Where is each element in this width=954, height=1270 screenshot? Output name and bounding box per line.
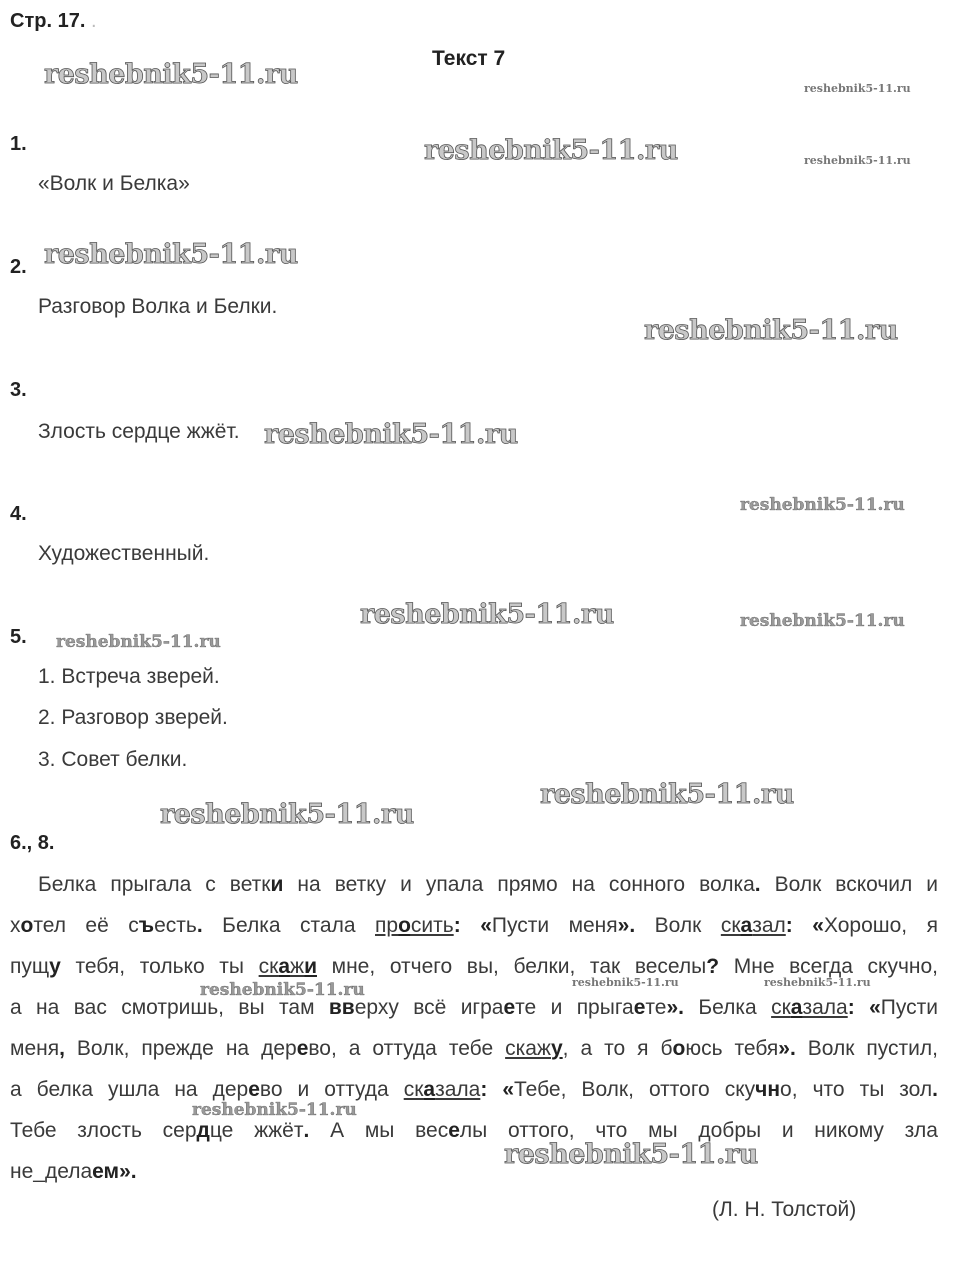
story-fragment: ». (617, 914, 636, 937)
story-fragment: зал (752, 914, 786, 937)
plan-item-3: 3. Совет белки. (38, 748, 188, 771)
story-line (10, 905, 938, 946)
story-fragment: тел её с (33, 914, 139, 937)
story-fragment: е (633, 996, 646, 1019)
story-fragment: лы оттого, что мы добры и никому зла (459, 1119, 938, 1142)
story-fragment: мне, отчего вы, белки, так веселы (316, 955, 707, 978)
story-fragment (793, 914, 813, 937)
question-number-5: 5. (10, 626, 27, 648)
watermark: reshebnik5-11.ru (540, 779, 794, 810)
story-fragment: ъ (138, 914, 155, 937)
watermark: reshebnik5-11.ru (192, 1100, 357, 1120)
story-fragment: Волк вскочил и (760, 873, 939, 896)
answer-4: Художественный. (38, 542, 210, 565)
story-fragment: ». (119, 1160, 137, 1183)
story-fragment: меня (10, 1037, 60, 1060)
story-fragment: це жжёт (209, 1119, 304, 1142)
story-fragment: а (740, 914, 753, 937)
story-fragment: . (754, 873, 761, 896)
story-fragment: « (480, 914, 492, 937)
story-fragment: ск (258, 955, 279, 978)
plan-item-1: 1. Встреча зверей. (38, 665, 220, 688)
watermark: reshebnik5-11.ru (44, 239, 298, 270)
watermark: reshebnik5-11.ru (804, 82, 911, 95)
story-fragment: ерху всё игра (354, 996, 504, 1019)
story-fragment: во и оттуда (259, 1078, 404, 1101)
watermark: reshebnik5-11.ru (56, 632, 221, 652)
story-fragment: . (932, 1078, 938, 1101)
story-fragment: а (423, 1078, 436, 1101)
story-fragment: и (270, 873, 284, 896)
story-fragment: а на вас смотришь, вы там (10, 996, 329, 1019)
story-fragment: юсь тебя (685, 1037, 779, 1060)
story-fragment: те (645, 996, 667, 1019)
page-reference-label: Стр. 17. (10, 10, 86, 32)
story-fragment: Волк пустил, (795, 1037, 938, 1060)
story-fragment: . (196, 914, 203, 937)
story-fragment: те и прыга (515, 996, 634, 1019)
story-fragment: , (59, 1037, 65, 1060)
story-fragment: Белка прыгала с ветк (38, 873, 271, 896)
story-fragment: « (869, 996, 881, 1019)
story-fragment: Мне всегда скучно, (719, 955, 939, 978)
story-fragment: Белка (683, 996, 772, 1019)
story-line (10, 864, 938, 905)
story-fragment: у (49, 955, 61, 978)
story-line (10, 1069, 938, 1110)
story-fragment: Хорошо, я (823, 914, 938, 937)
watermark: reshebnik5-11.ru (424, 135, 678, 166)
watermark: reshebnik5-11.ru (200, 980, 365, 1000)
story-line (10, 1110, 938, 1151)
watermark: reshebnik5-11.ru (740, 495, 905, 515)
story-fragment: сить (410, 914, 454, 937)
story-fragment: ж (290, 955, 305, 978)
story-fragment: : (785, 914, 793, 937)
plan-item-2: 2. Разговор зверей. (38, 706, 228, 729)
watermark: reshebnik5-11.ru (740, 611, 905, 631)
story-line (10, 1151, 938, 1192)
story-fragment: зала (802, 996, 848, 1019)
story-fragment: х (10, 914, 21, 937)
story-fragment: а белка ушла на дер (10, 1078, 249, 1101)
watermark: reshebnik5-11.ru (264, 419, 518, 450)
question-number-3: 3. (10, 379, 27, 401)
story-fragment: « (812, 914, 824, 937)
story-fragment: д (196, 1119, 210, 1142)
story-fragment: пр (375, 914, 399, 937)
story-fragment: о (20, 914, 34, 937)
answer-3: Злость сердце жжёт. (38, 420, 240, 443)
story-fragment: Тебе, Волк, оттого ску (514, 1078, 756, 1101)
story-fragment: на ветку и упала прямо на сонного волка (283, 873, 755, 896)
question-number-4: 4. (10, 503, 27, 525)
watermark: reshebnik5-11.ru (572, 976, 679, 989)
story-fragment (487, 1078, 502, 1101)
story-fragment: скаж (505, 1037, 551, 1060)
story-line (10, 1028, 938, 1069)
story-text (10, 864, 938, 1192)
question-number-1: 1. (10, 133, 27, 155)
watermark: reshebnik5-11.ru (764, 976, 871, 989)
answer-2: Разговор Волка и Белки. (38, 295, 278, 318)
story-fragment: е (296, 1037, 309, 1060)
watermark: reshebnik5-11.ru (644, 315, 898, 346)
story-fragment: Тебе злость сер (10, 1119, 197, 1142)
story-fragment: « (502, 1078, 515, 1101)
story-fragment: вв (328, 996, 355, 1019)
story-fragment: о (672, 1037, 686, 1060)
watermark: reshebnik5-11.ru (160, 799, 414, 830)
question-number-2: 2. (10, 256, 27, 278)
story-fragment: а (790, 996, 803, 1019)
story-fragment: ем (92, 1160, 120, 1183)
story-fragment: ». (666, 996, 684, 1019)
watermark: reshebnik5-11.ru (804, 154, 911, 167)
story-fragment: е (448, 1119, 460, 1142)
story-fragment (855, 996, 869, 1019)
story-fragment: е (503, 996, 516, 1019)
page-title: Текст 7 (432, 47, 506, 70)
story-fragment: ». (778, 1037, 796, 1060)
story-fragment: ск (720, 914, 741, 937)
story-fragment: чн (755, 1078, 781, 1101)
story-fragment: зала (435, 1078, 481, 1101)
question-number-6-8: 6., 8. (10, 832, 55, 854)
story-fragment: Белка стала (202, 914, 375, 937)
story-fragment: , а то я б (562, 1037, 673, 1060)
story-fragment: е (248, 1078, 260, 1101)
story-fragment: тебя, только ты (60, 955, 259, 978)
story-fragment: у (550, 1037, 563, 1060)
story-fragment: не_дела (10, 1160, 93, 1183)
story-fragment: : (480, 1078, 488, 1101)
story-fragment: и (304, 955, 317, 978)
story-fragment: Волк (635, 914, 721, 937)
story-fragment: Пусти меня (491, 914, 618, 937)
author-attribution: (Л. Н. Толстой) (712, 1198, 857, 1221)
answer-1: «Волк и Белка» (38, 172, 190, 195)
page-reference-dot: . (90, 10, 97, 32)
story-fragment: есть (154, 914, 197, 937)
story-fragment (461, 914, 481, 937)
story-fragment: Пусти (880, 996, 939, 1019)
watermark: reshebnik5-11.ru (44, 59, 298, 90)
story-fragment: ? (706, 955, 720, 978)
story-fragment: . (303, 1119, 310, 1142)
story-fragment: пущ (10, 955, 50, 978)
story-fragment: Волк, прежде на дер (64, 1037, 297, 1060)
story-fragment: : (453, 914, 461, 937)
story-fragment: А мы вес (309, 1119, 449, 1142)
story-line (10, 987, 938, 1028)
watermark: reshebnik5-11.ru (360, 599, 614, 630)
story-fragment: ск (771, 996, 791, 1019)
story-fragment: во, а оттуда тебе (308, 1037, 506, 1060)
story-fragment: : (847, 996, 855, 1019)
story-fragment: а (278, 955, 290, 978)
page-reference (10, 10, 97, 33)
watermark: reshebnik5-11.ru (504, 1139, 758, 1170)
story-fragment: о (398, 914, 411, 937)
story-fragment: ск (403, 1078, 424, 1101)
story-fragment: о, что ты зол (780, 1078, 933, 1101)
